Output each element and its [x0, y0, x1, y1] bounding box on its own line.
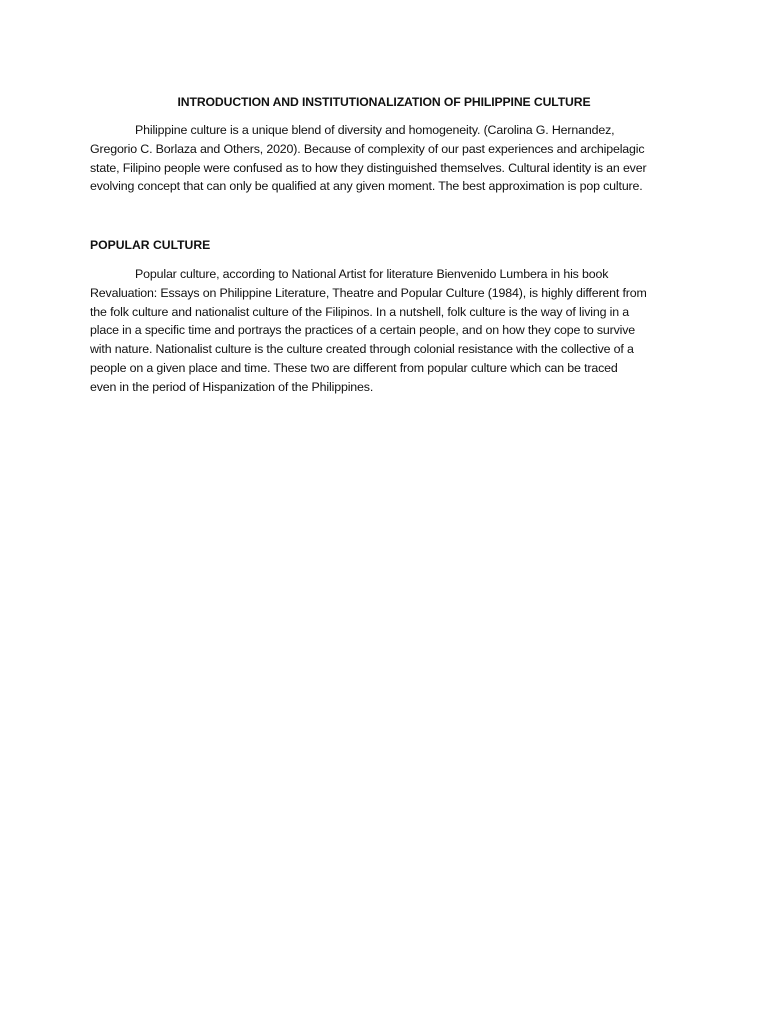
paragraph-line: evolving concept that can only be qualified at any given moment. The best approximation is pop culture.	[90, 179, 643, 194]
document-title: INTRODUCTION AND INSTITUTIONALIZATION OF PHILIPPINE CULTURE	[177, 95, 591, 109]
paragraph-line: with nature. Nationalist culture is the culture created through colonial resistance with the collective of a	[90, 342, 634, 357]
paragraph-line: the folk culture and nationalist culture of the Filipinos. In a nutshell, folk culture is the way of living in a	[90, 304, 630, 319]
paragraph-line: Gregorio C. Borlaza and Others, 2020). Because of complexity of our past experiences and archipelagic	[90, 141, 645, 156]
section-heading-popular-culture: POPULAR CULTURE	[90, 238, 211, 252]
paragraph-line: Popular culture, according to National Artist for literature Bienvenido Lumbera in his book	[135, 267, 609, 281]
paragraph-line: even in the period of Hispanization of the Philippines.	[90, 379, 374, 394]
paragraph-line: state, Filipino people were confused as to how they distinguished themselves. Cultural identity is an ever	[90, 160, 647, 175]
popular-culture-paragraph	[90, 265, 680, 397]
paragraph-line: people on a given place and time. These two are different from popular culture which can be traced	[90, 360, 618, 375]
intro-paragraph	[90, 121, 680, 196]
paragraph-line: Revaluation: Essays on Philippine Literature, Theatre and Popular Culture (1984), is highly different from	[90, 285, 647, 300]
paragraph-line: Philippine culture is a unique blend of diversity and homogeneity. (Carolina G. Hernandez,	[135, 123, 615, 137]
paragraph-line: place in a specific time and portrays the practices of a certain people, and on how they cope to survive	[90, 323, 636, 338]
